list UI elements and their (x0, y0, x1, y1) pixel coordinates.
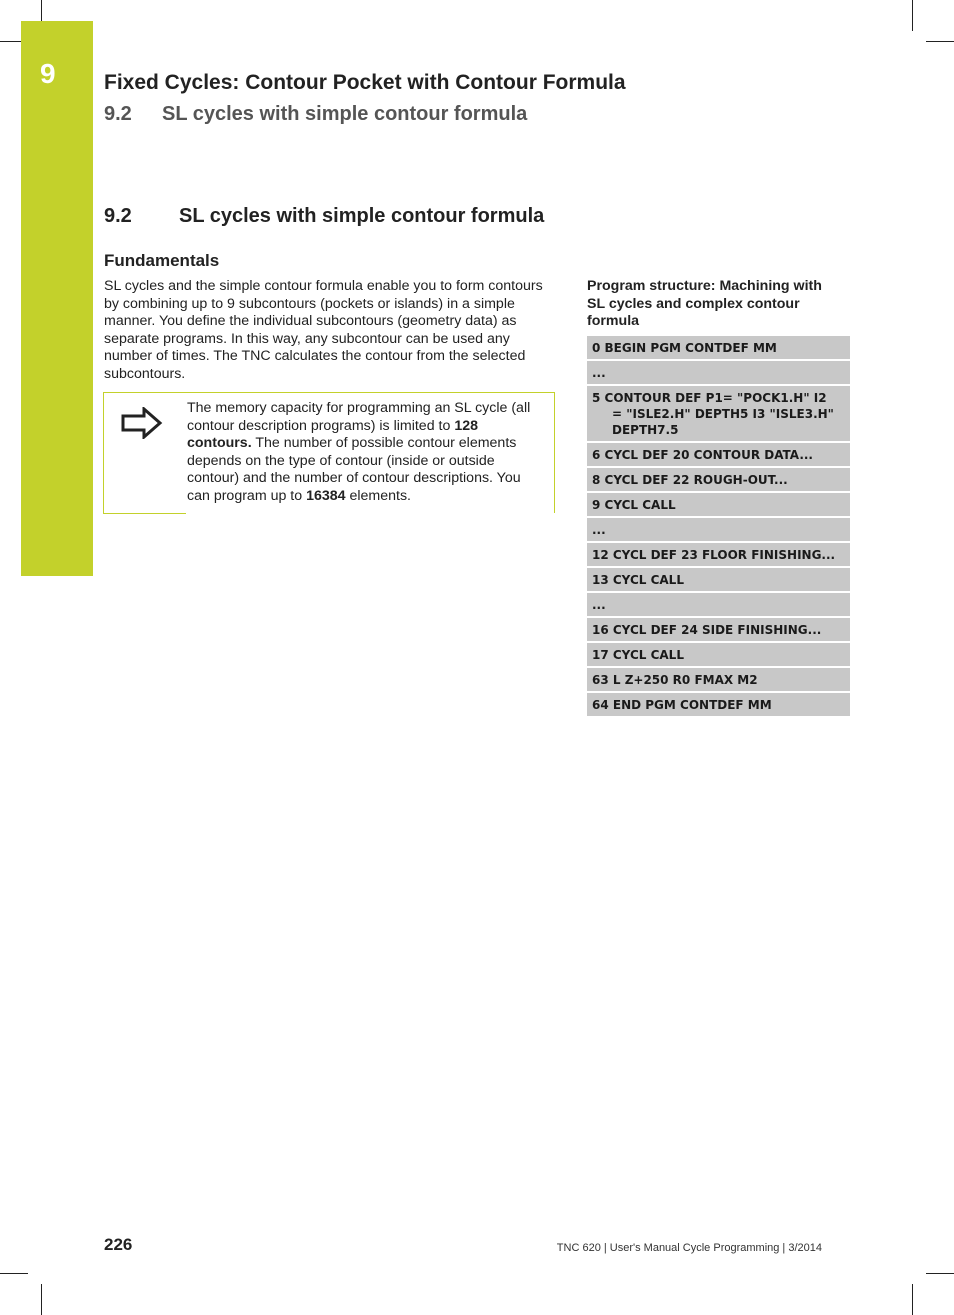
program-line: ... (592, 523, 606, 537)
program-row (587, 593, 850, 616)
program-row (587, 518, 850, 541)
crop-mark (926, 1273, 954, 1274)
program-line-continuation: = "ISLE2.H" DEPTH5 I3 "ISLE3.H" DEPTH7.5 (612, 407, 834, 437)
program-line: ... (592, 598, 606, 612)
running-header-section-number: 9.2 (104, 103, 132, 125)
running-header-section-title: SL cycles with simple contour formula (162, 103, 528, 125)
program-line: 17 CYCL CALL (592, 648, 684, 662)
program-line: 8 CYCL DEF 22 ROUGH-OUT... (592, 473, 788, 487)
note-text-part: The memory capacity for programming an SL cycle (all contour description programs) is limited to (187, 400, 531, 434)
program-row (587, 336, 850, 359)
program-row (587, 643, 850, 666)
program-line: 0 BEGIN PGM CONTDEF MM (592, 341, 777, 355)
arrow-right-icon (120, 407, 164, 439)
program-row (587, 568, 850, 591)
program-line: 6 CYCL DEF 20 CONTOUR DATA... (592, 448, 813, 462)
crop-mark (0, 41, 21, 42)
note-bold-contours: 128 contours. (187, 417, 478, 452)
section-title: SL cycles with simple contour formula (179, 205, 545, 227)
program-row (587, 443, 850, 466)
page-number: 226 (104, 1235, 133, 1254)
crop-mark (912, 1284, 913, 1315)
crop-mark (41, 0, 42, 21)
program-row (587, 693, 850, 716)
chapter-tab (21, 21, 93, 576)
program-line: 13 CYCL CALL (592, 573, 684, 587)
program-line: 63 L Z+250 R0 FMAX M2 (592, 673, 758, 687)
subsection-heading: Fundamentals (104, 251, 220, 270)
crop-mark (41, 1284, 42, 1315)
crop-mark (912, 0, 913, 31)
program-row (587, 543, 850, 566)
crop-mark (926, 41, 954, 42)
program-row (587, 618, 850, 641)
chapter-number: 9 (40, 58, 56, 89)
program-line: 12 CYCL DEF 23 FLOOR FINISHING... (592, 548, 836, 562)
program-line: 5 CONTOUR DEF P1= "POCK1.H" I2 (592, 391, 827, 405)
program-row (587, 361, 850, 384)
program-line: 64 END PGM CONTDEF MM (592, 698, 772, 712)
note-bold-elements: 16384 (306, 487, 346, 504)
note-text-part: The number of possible contour elements depends on the type of contour (inside or outside contour) and the number of contour descriptions. You can program up to (187, 435, 521, 504)
program-structure-table (587, 336, 850, 718)
program-row (587, 468, 850, 491)
section-number: 9.2 (104, 205, 132, 227)
fundamentals-paragraph: SL cycles and the simple contour formula enable you to form contours by combining up to 9 subcontours (pockets or islands) in a simple manner. You define the individual subcontours (geometry data) as separate programs. In this way, any subcontour can be used any number of times. The TNC calculates the contour from the selected subcontours. (104, 278, 543, 382)
program-row (587, 493, 850, 516)
note-text (187, 400, 539, 506)
note-text-part: elements. (345, 487, 411, 504)
section-heading (104, 205, 544, 228)
program-line: 9 CYCL CALL (592, 498, 676, 512)
running-header-title: Fixed Cycles: Contour Pocket with Contour Formula (104, 71, 626, 94)
note-box (103, 392, 555, 514)
note-divider (186, 513, 555, 514)
crop-mark (0, 1273, 28, 1274)
footer-text: TNC 620 | User's Manual Cycle Programming | 3/2014 (556, 1242, 822, 1254)
program-line: 16 CYCL DEF 24 SIDE FINISHING... (592, 623, 822, 637)
program-row (587, 386, 850, 441)
program-row (587, 668, 850, 691)
program-structure-title: Program structure: Machining with SL cycles and complex contour formula (587, 278, 822, 330)
running-header-section (104, 103, 527, 126)
program-line: ... (592, 366, 606, 380)
